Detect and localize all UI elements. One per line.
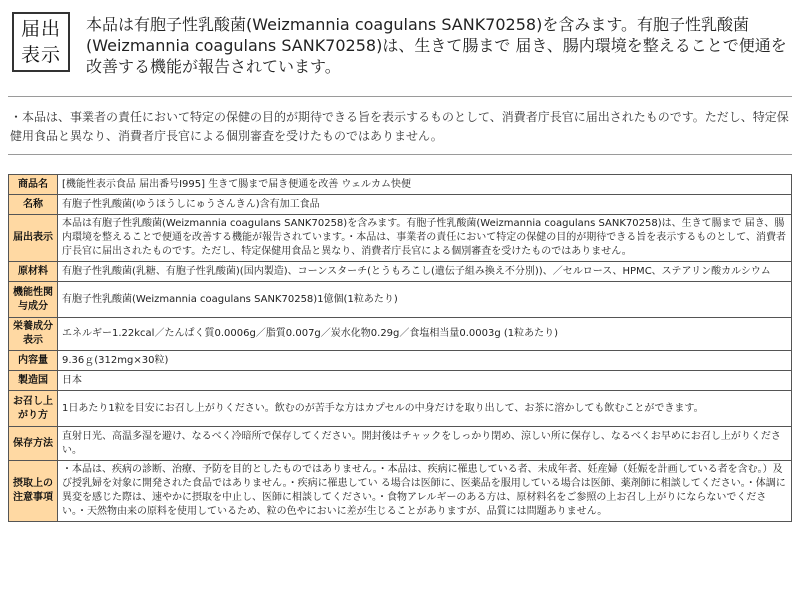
spec-row-label: 名称 [9,195,58,215]
notice-badge-line1: 届出 [20,18,61,40]
spec-row-value: 有胞子性乳酸菌(ゆうほうしにゅうさんきん)含有加工食品 [58,195,792,215]
spec-row-value: [機能性表示食品 届出番号I995] 生きて腸まで届き便通を改善 ウェルカム快便 [58,175,792,195]
spec-table [8,174,792,522]
spec-row-value: 本品は有胞子性乳酸菌(Weizmannia coagulans SANK70258)を含みます。有胞子性乳酸菌(Weizmannia coagulans SANK70258)は、生きて腸まで 届き、腸内環境を整えることで便通を改善する機能が報告されています。・本品は、事業者の責任において特定の保健の目的が期待できる旨を表示するものとして、消費者庁長官に届出されたものです。ただし、特定保健用食品と異なり、消費者庁長官による個別審査を受けたものではありません。 [58,215,792,262]
spec-row-label: 保存方法 [9,427,58,461]
spec-row-value: 1日あたり1粒を目安にお召し上がりください。飲むのが苦手な方はカプセルの中身だけを取り出して、お茶に溶かしても飲むことができます。 [58,391,792,427]
spec-row-value: 9.36ｇ(312mg×30粒) [58,351,792,371]
spec-row-label: 摂取上の注意事項 [9,461,58,522]
spec-row [9,391,792,427]
spec-row-label: 機能性関与成分 [9,282,58,318]
spec-row-value: エネルギー1.22kcal／たんぱく質0.0006g／脂質0.007g／炭水化物0.29g／食塩相当量0.0003g (1粒あたり) [58,318,792,351]
spec-row-label: 製造国 [9,371,58,391]
spec-row [9,215,792,262]
spec-row [9,195,792,215]
spec-row-value: 直射日光、高温多湿を避け、なるべく冷暗所で保存してください。開封後はチャックをしっかり閉め、涼しい所に保存し、なるべくお早めにお召し上がりください。 [58,427,792,461]
spec-row-label: お召し上がり方 [9,391,58,427]
spec-row [9,175,792,195]
spec-row [9,371,792,391]
spec-row [9,262,792,282]
spec-row-label: 届出表示 [9,215,58,262]
spec-row-label: 内容量 [9,351,58,371]
notice-badge-line2: 表示 [20,44,61,66]
spec-row-label: 原材料 [9,262,58,282]
spec-row-value: ・本品は、疾病の診断、治療、予防を目的としたものではありません。・本品は、疾病に罹患している者、未成年者、妊産婦（妊娠を計画している者を含む。）及び授乳婦を対象に開発された食品ではありません。・疾病に罹患してい る場合は医師に、医薬品を服用している場合は医師、薬剤師に相談してください。・体調に異変を感じた際は、速やかに摂取を中止し、医師に相談してください。・食物アレルギーのある方は、原材料名をご参照の上お召し上がりにならないでください。・天然物由来の原料を使用しているため、粒の色やにおいに差が生じることがありますが、品質には問題ありません。 [58,461,792,522]
spec-row [9,427,792,461]
spec-row [9,282,792,318]
divider-bottom [8,154,792,155]
spec-row-label: 商品名 [9,175,58,195]
spec-row [9,461,792,522]
divider-top [8,96,792,97]
spec-row-value: 日本 [58,371,792,391]
spec-row [9,318,792,351]
disclaimer-text: ・本品は、事業者の責任において特定の保健の目的が期待できる旨を表示するものとして、消費者庁長官に届出されたものです。ただし、特定保健用食品と異なり、消費者庁長官による個別審査を受けたものではありません。 [10,110,789,143]
spec-row [9,351,792,371]
notice-badge [12,12,70,72]
spec-row-value: 有胞子性乳酸菌(乳糖、有胞子性乳酸菌)(国内製造)、コーンスターチ(とうもろこし(遺伝子組み換え不分別))、／セルロース、HPMC、ステアリン酸カルシウム [58,262,792,282]
spec-row-label: 栄養成分表示 [9,318,58,351]
spec-row-value: 有胞子性乳酸菌(Weizmannia coagulans SANK70258)1億個(1粒あたり) [58,282,792,318]
notice-claim: 本品は有胞子性乳酸菌(Weizmannia coagulans SANK70258)を含みます。有胞子性乳酸菌(Weizmannia coagulans SANK70258)は、生きて腸まで 届き、腸内環境を整えることで便通を改善する機能が報告されています。 [86,15,787,76]
